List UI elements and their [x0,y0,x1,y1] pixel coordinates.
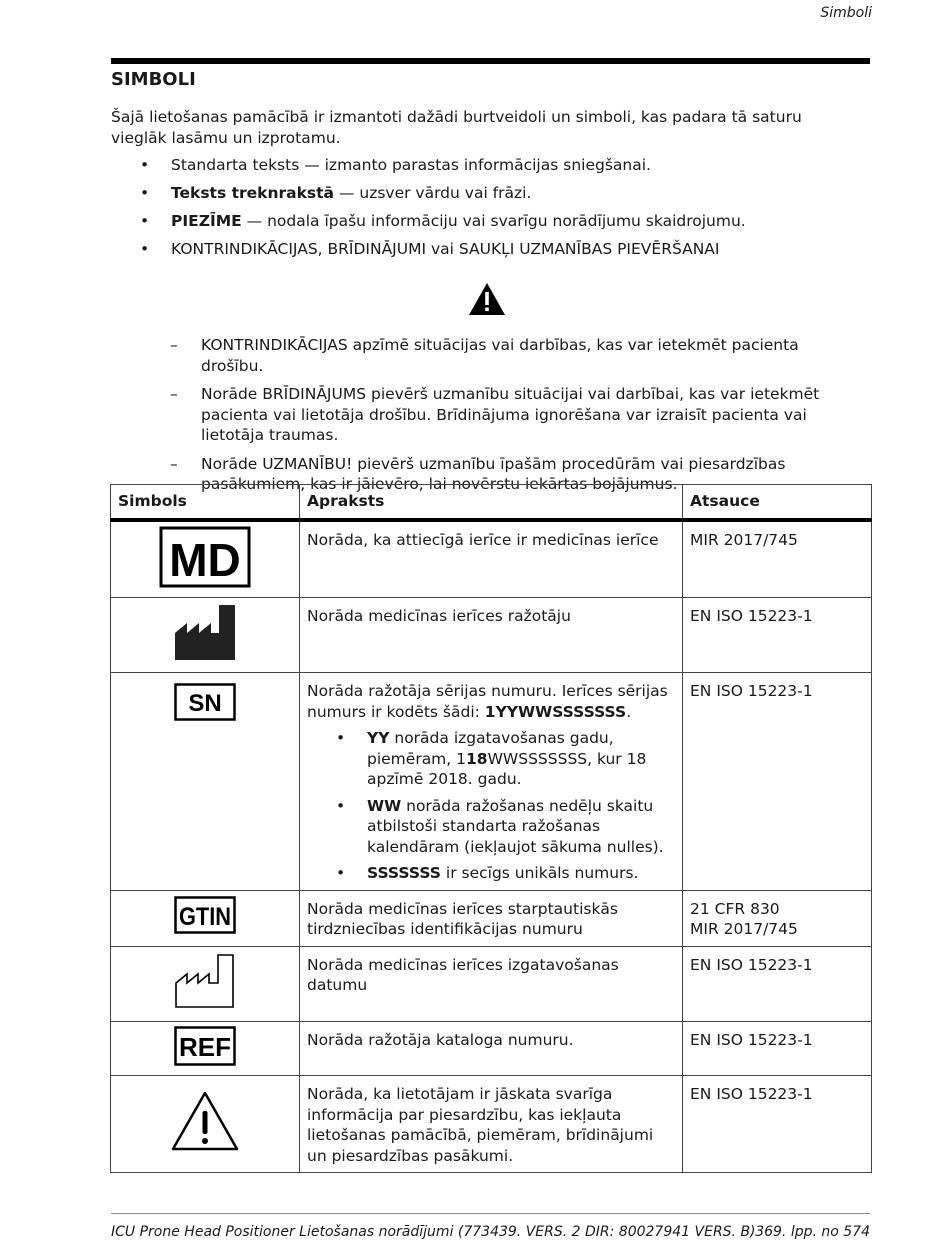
list-item: • YY norāda izgatavošanas gadu, piemēram, 118WWSSSSSSS, kur 18 apzīmē 2018. gadu. [336,729,647,788]
table-row [111,890,872,946]
bullet-warnings: • KONTRINDIKĀCIJAS, BRĪDINĀJUMI vai SAUKĻI UZMANĪBAS PIEVĒRŠANAI [140,240,720,258]
serial-number-icon [174,683,236,721]
bullet-icon: • [140,240,150,258]
bullet-bold-text: • Teksts treknrakstā — uzsver vārdu vai frāzi. [140,184,532,202]
symbol-cell [111,598,300,673]
footer-rule [111,1213,870,1214]
reference-cell: EN ISO 15223-1 [683,946,872,1021]
list-item: • SSSSSSS ir secīgs unikāls numurs. [336,864,639,882]
caution-triangle-icon [170,1090,240,1152]
dash-icon: – [170,454,178,473]
reference-cell: EN ISO 15223-1 [683,1076,872,1173]
catalog-number-icon [174,1026,236,1066]
bullet-icon: • [140,212,150,230]
symbol-cell [111,1076,300,1173]
bullet-standard-text: • Standarta teksts — izmanto parastas informācijas sniegšanai. [140,156,651,174]
manufacture-date-icon [174,953,236,1009]
table-row [111,1021,872,1076]
description-cell: Norāda medicīnas ierīces izgatavošanas datumu [300,946,683,1021]
bullet-icon: • [336,864,346,882]
svg-text:SN: SN [188,690,222,717]
medical-device-icon [159,526,251,588]
header-description: Apraksts [300,485,683,520]
header-reference: Atsauce [683,485,872,520]
bullet-icon: • [140,156,150,174]
description-cell: Norāda ražotāja kataloga numuru. [300,1021,683,1076]
svg-text:MD: MD [169,533,241,586]
description-cell: Norāda medicīnas ierīces ražotāju [300,598,683,673]
symbol-cell [111,946,300,1021]
section-title: SIMBOLI [111,69,196,90]
intro-paragraph: Šajā lietošanas pamācībā ir izmantoti dažādi burtveidoli un simboli, kas padara tā saturu vieglāk lasāmu un izprotamu. [111,108,802,147]
description-cell: Norāda, ka lietotājam ir jāskata svarīga informācija par piesardzību, kas iekļauta lietošanas pamācībā, piemēram, brīdinājumi un piesardzības pasākumi. [300,1076,683,1173]
symbol-cell [111,890,300,946]
bullet-icon: • [336,729,346,747]
warning-triangle-icon [468,282,506,316]
dash-item-contraindications: – KONTRINDIKĀCIJAS apzīmē situācijas vai darbības, kas var ietekmēt pacienta drošību. [170,336,799,375]
reference-cell: EN ISO 15223-1 [683,673,872,891]
gtin-icon [174,896,236,934]
dash-item-warning: – Norāde BRĪDINĀJUMS pievērš uzmanību situācijai vai darbībai, kas var ietekmēt pacienta vai lietotāja drošību. Brīdinājuma ignorēšana var izraisīt pacienta vai lietotāja traumas. [170,385,820,444]
description-cell: Norāda, ka attiecīgā ierīce ir medicīnas ierīce [300,520,683,598]
header-symbol: Simbols [111,485,300,520]
footer-document-title: ICU Prone Head Positioner Lietošanas norādījumi (773439. VERS. 2 DIR: 80027941 VERS. B) [111,1224,756,1240]
reference-cell: MIR 2017/745 [683,520,872,598]
dash-item-caution: – Norāde UZMANĪBU! pievērš uzmanību īpašām procedūrām vai piesardzības pasākumiem, kas ir jāievēro, lai novērstu iekārtas bojājumus. [170,454,786,493]
symbol-cell [111,1021,300,1076]
symbol-cell [111,673,300,891]
bullet-icon: • [336,796,346,815]
footer-page-number: 369. lpp. no 574 [755,1224,870,1240]
bullet-note: • PIEZĪME — nodala īpašu informāciju vai svarīgu norādījumu skaidrojumu. [140,212,746,230]
table-row [111,673,872,891]
table-row [111,1076,872,1173]
table-header-row [111,485,872,520]
top-rule [111,58,870,64]
dash-icon: – [170,385,178,403]
reference-cell: EN ISO 15223-1 [683,1021,872,1076]
reference-cell: EN ISO 15223-1 [683,598,872,673]
svg-text:REF: REF [179,1031,231,1062]
table-row [111,946,872,1021]
bullet-icon: • [140,184,150,202]
table-row [111,598,872,673]
list-item: • WW norāda ražošanas nedēļu skaitu atbilstoši standarta ražošanas kalendāram (iekļaujot sākuma nulles). [336,796,664,856]
manufacturer-icon [174,603,236,661]
description-cell: Norāda ražotāja sērijas numuru. Ierīces sērijas numurs ir kodēts šādi: 1YYWWSSSSSSS. • YY norāda izgatavošanas gadu, piemēram, 118WWSSSSSSS, kur 18 apzīmē 2018. gadu. • WW norāda ražošanas nedēļu skaitu atbilstoši standarta ražošanas kalendāram (iekļaujot sākuma nulles). • SSSSSSS ir secīgs unikāls numurs. [300,673,683,891]
reference-cell: 21 CFR 830 MIR 2017/745 [683,890,872,946]
running-head: Simboli [820,5,872,21]
dash-icon: – [170,336,178,354]
typography-bullet-list [140,155,860,267]
serial-format-list [307,728,675,884]
symbol-cell [111,520,300,598]
svg-text:GTIN: GTIN [179,903,231,932]
symbols-table [110,484,872,1173]
warning-definition-list [170,335,860,503]
description-cell: Norāda medicīnas ierīces starptautiskās tirdzniecības identifikācijas numuru [300,890,683,946]
table-row [111,520,872,598]
